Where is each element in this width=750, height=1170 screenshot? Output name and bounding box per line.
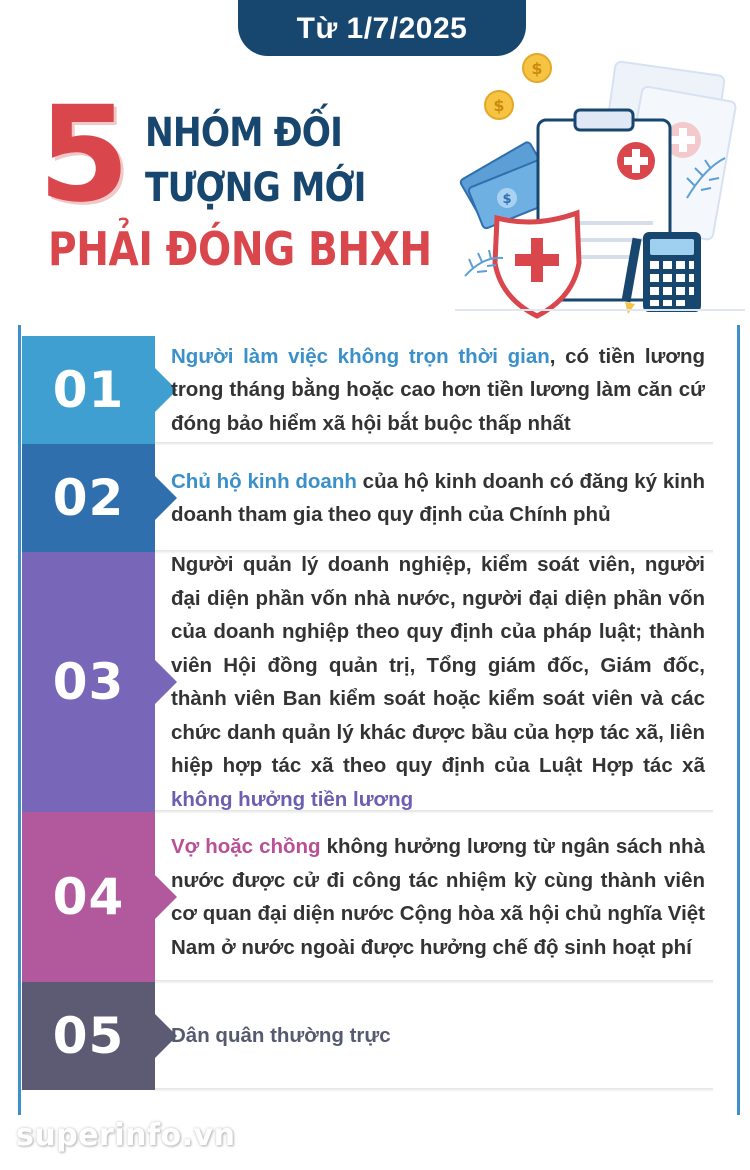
item-highlight: Người làm việc không trọn thời gian <box>171 344 550 368</box>
watermark: superinfo.vn <box>16 1118 236 1153</box>
number-tab <box>22 336 155 444</box>
item-highlight: không hưởng tiền lương <box>171 787 414 811</box>
item-body: không hưởng lương từ ngân sách nhà nước được cử đi công tác nhiệm kỳ cùng thành viên cơ quan đại diện nước Cộng hòa xã hội chủ nghĩa Việt Nam ở nước ngoài được hưởng chế độ sinh hoạt phí <box>171 835 705 959</box>
number-tab <box>22 982 155 1090</box>
coin-icon <box>485 54 551 119</box>
number-tab <box>22 444 155 552</box>
item-text <box>171 552 705 812</box>
list-item-05 <box>22 982 737 1090</box>
item-body: , có tiền lương trong tháng bằng hoặc cao hơn tiền lương làm căn cứ đóng bảo hiểm xã hội bắt buộc thấp nhất <box>171 344 706 435</box>
number-tab <box>22 552 155 812</box>
svg-text:$: $ <box>502 192 512 207</box>
item-body: Dân quân thường trực <box>171 1024 391 1048</box>
svg-text:$: $ <box>493 96 505 115</box>
item-text <box>171 812 705 982</box>
big-number: 5 <box>38 78 130 232</box>
item-number: 02 <box>52 469 125 527</box>
item-number: 04 <box>52 868 125 926</box>
item-body: của hộ kinh doanh có đăng ký kinh doanh tham gia theo quy định của Chính phủ <box>171 469 705 526</box>
insurance-illustration <box>455 48 745 328</box>
list-item-01 <box>22 336 737 444</box>
list-item-04 <box>22 812 737 982</box>
medical-cross-icon <box>617 142 655 180</box>
item-number: 05 <box>52 1007 125 1065</box>
row-divider <box>155 1088 713 1092</box>
item-highlight: Vợ hoặc chồng <box>171 835 321 858</box>
item-body: Người quản lý doanh nghiệp, kiểm soát viên, người đại diện phần vốn nhà nước, người đại diện phần vốn của doanh nghiệp theo quy định của pháp luật; thành viên Hội đồng quản trị, Tổng giám đốc, Giám đốc, thành viên Ban kiểm soát hoặc kiểm soát viên và các chức danh quản lý khác được bầu của hợp tác xã, liên hiệp hợp tác xã theo quy định của Luật Hợp tác xã <box>171 553 705 777</box>
item-text <box>171 982 705 1090</box>
date-banner: Từ 1/7/2025 <box>238 0 526 56</box>
item-number: 03 <box>52 653 125 711</box>
calculator-icon <box>643 232 701 312</box>
item-text <box>171 336 705 444</box>
number-tab <box>22 812 155 982</box>
item-highlight: Chủ hộ kinh doanh <box>171 469 357 493</box>
list-item-03 <box>22 552 737 812</box>
title-line-2: TƯỢNG MỚI <box>145 165 366 211</box>
item-text <box>171 444 705 552</box>
item-number: 01 <box>52 361 125 419</box>
list-item-02 <box>22 444 737 552</box>
title-line-1: NHÓM ĐỐI <box>145 110 343 156</box>
title-line-3: PHẢI ĐÓNG BHXH <box>48 222 432 276</box>
svg-text:$: $ <box>531 59 543 78</box>
